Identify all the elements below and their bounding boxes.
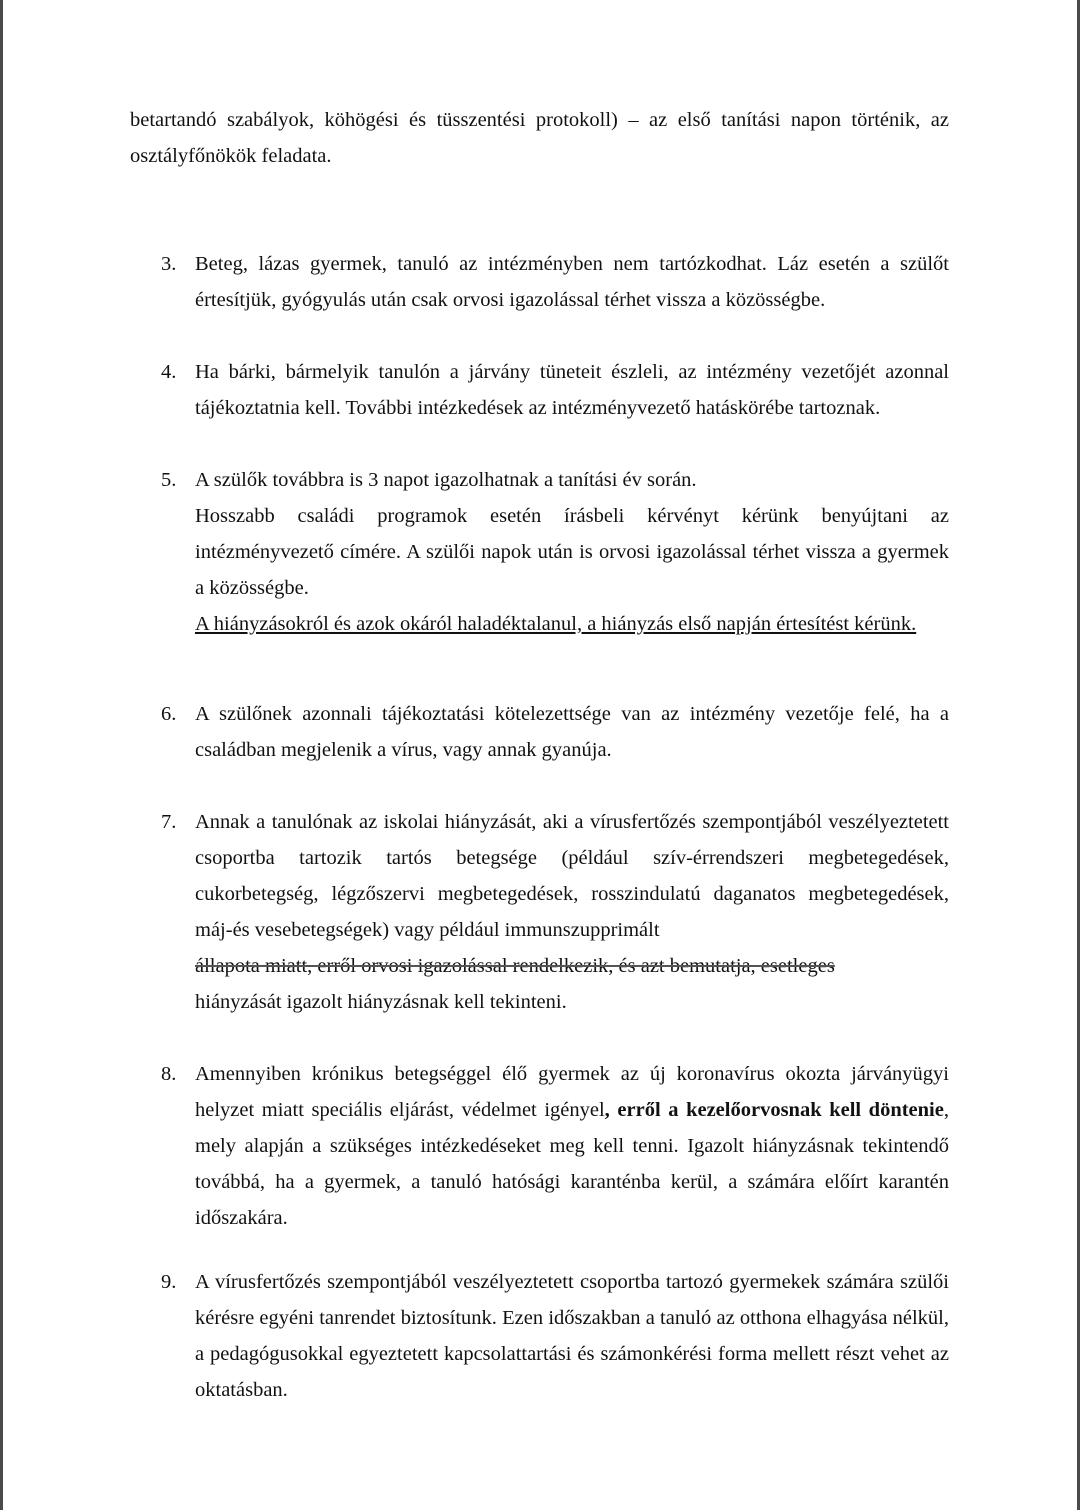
list-number: 7.	[161, 811, 177, 833]
list-item-text: Beteg, lázas gyermek, tanuló az intézményben nem tartózkodhat. Láz esetén a szülőt értesítjük, gyógyulás után csak orvosi igazolással térhet vissza a közösségbe.	[195, 253, 949, 311]
list-number: 5.	[161, 469, 177, 491]
list-item-text-rest: , mely alapján a szükséges intézkedéseket meg kell tenni. Igazolt hiányzásnak tekintendő továbbá, ha a gyermek, a tanuló hatósági karanténba kerül, a számára előírt karantén időszakára.	[195, 1099, 949, 1229]
list-number: 6.	[161, 703, 177, 725]
intro-paragraph: betartandó szabályok, köhögési és tüsszentési protokoll) – az első tanítási napon történik, az osztályfőnökök feladata.	[130, 109, 949, 167]
list-item-7	[161, 804, 949, 1020]
list-item-4	[161, 354, 949, 426]
list-item-3	[161, 246, 949, 318]
list-item-text: A vírusfertőzés szempontjából veszélyeztetett csoportba tartozó gyermekek számára szülői kérésre egyéni tanrendet biztosítunk. Ezen időszakban a tanuló az otthona elhagyása nélkül, a pedagógusokkal egyeztetett kapcsolattartási és számonkérési forma mellett részt vehet az oktatásban.	[195, 1271, 949, 1401]
list-number: 4.	[161, 361, 177, 383]
list-item-text: Hosszabb családi programok esetén írásbeli kérvényt kérünk benyújtani az intézményvezető címére. A szülői napok után is orvosi igazolással térhet vissza a gyermek a közösségbe.	[195, 505, 949, 599]
list-item-text: Annak a tanulónak az iskolai hiányzását, aki a vírusfertőzés szempontjából veszélyeztetett csoportba tartozik tartós betegsége (például szív-érrendszeri megbetegedések, cukorbetegség, légzőszervi megbetegedések, rosszindulatú daganatos megbetegedések, máj-és vesebetegségek) vagy például immunszupprimált	[195, 811, 949, 941]
list-item-text-start: Amennyiben krónikus betegséggel élő gyermek az új koronavírus okozta járványügyi helyzet miatt speciális eljárást, védelmet igényel	[195, 1063, 949, 1121]
list-item-text-end: hiányzását igazolt hiányzásnak kell tekinteni.	[195, 991, 567, 1013]
list-item-bold-text: , erről a kezelőorvosnak kell döntenie	[604, 1099, 944, 1121]
list-number: 9.	[161, 1271, 177, 1293]
list-item-8	[161, 1056, 949, 1236]
list-item-first-line: A szülők továbbra is 3 napot igazolhatnak a tanítási év során.	[195, 469, 697, 491]
list-number: 3.	[161, 253, 177, 275]
list-item-text	[195, 1056, 949, 1236]
absence-notice-underlined: A hiányzásokról és azok okáról haladéktalanul, a hiányzás első napján értesítést kérünk.	[195, 613, 917, 635]
list-item-9	[161, 1264, 949, 1408]
list-item-struck-line: állapota miatt, erről orvosi igazolással rendelkezik, és azt bemutatja, esetleges	[195, 955, 835, 977]
list-number: 8.	[161, 1063, 177, 1085]
list-item-text: Ha bárki, bármelyik tanulón a járvány tüneteit észleli, az intézmény vezetőjét azonnal tájékoztatnia kell. További intézkedések az intézményvezető hatáskörébe tartoznak.	[195, 361, 949, 419]
list-item-6	[161, 696, 949, 768]
list-item-text: A szülőnek azonnali tájékoztatási kötelezettsége van az intézmény vezetője felé, ha a családban megjelenik a vírus, vagy annak gyanúja.	[195, 703, 949, 761]
list-item-5	[161, 462, 949, 606]
